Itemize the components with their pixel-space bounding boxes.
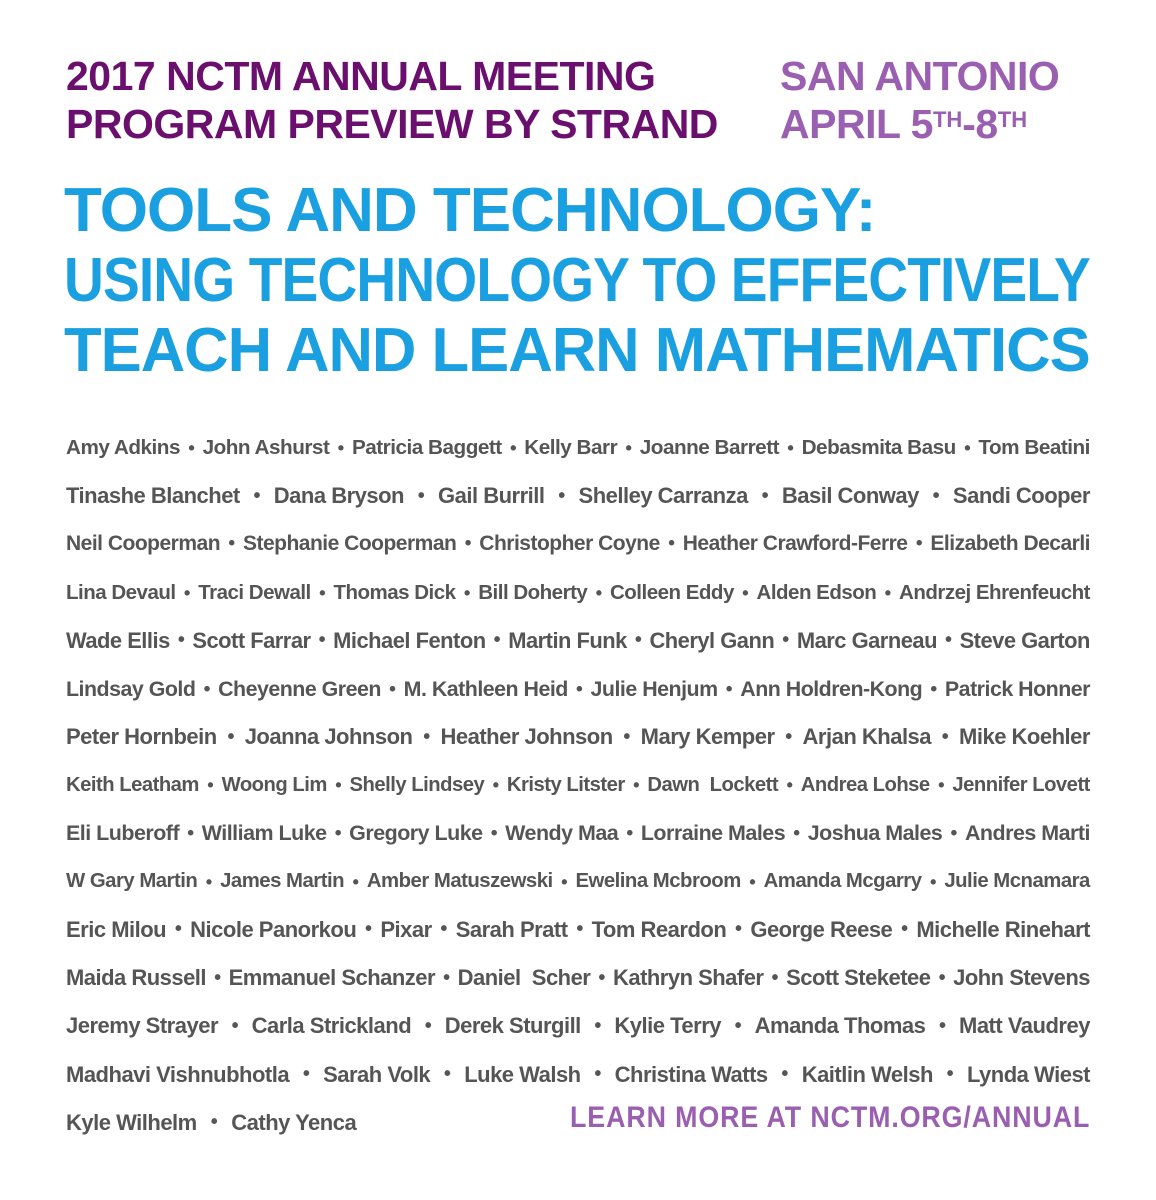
presenter-name: Joshua Males bbox=[807, 821, 943, 846]
bullet-separator: • bbox=[227, 725, 234, 748]
bullet-separator: • bbox=[352, 870, 359, 892]
presenter-name: Kristy Litster bbox=[506, 773, 625, 796]
presenter-name: Patrick Honner bbox=[944, 676, 1090, 701]
presenter-name: Kylie Terry bbox=[614, 1013, 722, 1039]
presenter-name: Julie Henjum bbox=[590, 676, 718, 701]
presenter-name: Debasmita Basu bbox=[801, 436, 956, 460]
names-row bbox=[66, 520, 1090, 568]
bullet-separator: • bbox=[761, 484, 769, 507]
bullet-separator: • bbox=[787, 437, 794, 459]
presenter-name: Jennifer Lovett bbox=[952, 773, 1090, 796]
bullet-separator: • bbox=[318, 629, 326, 652]
bullet-separator: • bbox=[598, 966, 605, 989]
bullet-separator: • bbox=[183, 581, 190, 603]
presenter-name: Gail Burrill bbox=[438, 483, 545, 509]
names-row bbox=[66, 569, 1090, 617]
presenter-name: Sandi Cooper bbox=[952, 483, 1090, 509]
presenter-names-list bbox=[66, 424, 1090, 1147]
bullet-separator: • bbox=[228, 533, 235, 555]
bullet-separator: • bbox=[901, 918, 908, 941]
names-row bbox=[66, 617, 1090, 665]
bullet-separator: • bbox=[319, 581, 326, 603]
presenter-name: Ann Holdren-Kong bbox=[740, 676, 923, 701]
presenter-name: Lynda Wiest bbox=[966, 1061, 1090, 1087]
presenter-name: Amanda Mcgarry bbox=[763, 870, 922, 893]
presenter-name: Tom Beatini bbox=[978, 436, 1090, 460]
bullet-separator: • bbox=[207, 774, 214, 796]
presenter-name: Lina Devaul bbox=[66, 580, 176, 604]
presenter-name: Daniel Scher bbox=[457, 965, 591, 991]
presenter-name: Matt Vaudrey bbox=[959, 1013, 1090, 1039]
date-end: -8 bbox=[962, 101, 998, 147]
presenter-name: William Luke bbox=[201, 821, 327, 846]
presenter-name: Heather Johnson bbox=[440, 724, 613, 750]
bullet-separator: • bbox=[915, 533, 923, 555]
bullet-separator: • bbox=[205, 870, 212, 892]
names-row bbox=[66, 1050, 1090, 1098]
presenter-name: Sarah Pratt bbox=[455, 916, 568, 942]
learn-more-link-text: LEARN MORE AT NCTM.ORG/ANNUAL bbox=[569, 1101, 1090, 1134]
bullet-separator: • bbox=[509, 437, 517, 459]
presenter-name: Kyle Wilhelm bbox=[66, 1109, 197, 1135]
bullet-separator: • bbox=[493, 629, 501, 652]
names-row bbox=[66, 810, 1090, 858]
presenter-name: Basil Conway bbox=[781, 483, 919, 509]
presenter-name: Ewelina Mcbroom bbox=[575, 870, 741, 893]
bullet-separator: • bbox=[782, 629, 789, 652]
presenter-name: Colleen Eddy bbox=[609, 580, 734, 604]
presenter-name: Luke Walsh bbox=[464, 1061, 581, 1087]
bullet-separator: • bbox=[423, 725, 430, 748]
strand-title-line-2: USING TECHNOLOGY TO EFFECTIVELY bbox=[64, 246, 1090, 315]
bullet-separator: • bbox=[443, 966, 450, 989]
presenter-name: John Stevens bbox=[953, 965, 1090, 991]
presenter-name: Patricia Baggett bbox=[351, 436, 502, 460]
presenter-name: Amanda Thomas bbox=[754, 1013, 926, 1039]
presenter-name: Emmanuel Schanzer bbox=[228, 965, 436, 991]
presenter-name: Elizabeth Decarli bbox=[930, 532, 1090, 556]
presenter-name: Kaitlin Welsh bbox=[801, 1061, 933, 1087]
presenter-name: Lorraine Males bbox=[640, 821, 786, 846]
presenter-name: Keith Leatham bbox=[66, 773, 199, 796]
presenter-name: Pixar bbox=[380, 916, 432, 942]
bullet-separator: • bbox=[884, 581, 891, 603]
bullet-separator: • bbox=[930, 677, 937, 700]
meeting-title-line-1: 2017 NCTM ANNUAL MEETING bbox=[66, 53, 656, 99]
bullet-separator: • bbox=[938, 1014, 946, 1037]
bullet-separator: • bbox=[594, 1063, 601, 1086]
bullet-separator: • bbox=[337, 437, 344, 459]
bullet-separator: • bbox=[594, 1014, 601, 1037]
presenter-name: Shelly Lindsey bbox=[349, 773, 485, 796]
presenter-name: Eli Luberoff bbox=[66, 821, 180, 846]
bullet-separator: • bbox=[785, 725, 792, 748]
strand-title bbox=[64, 176, 1094, 386]
presenter-name: Michael Fenton bbox=[333, 627, 486, 653]
presenter-name: Andres Marti bbox=[964, 821, 1090, 846]
names-row bbox=[66, 761, 1090, 809]
presenter-name: Tom Reardon bbox=[591, 916, 727, 942]
bullet-separator: • bbox=[334, 822, 342, 845]
names-row bbox=[66, 424, 1090, 472]
presenter-name: Thomas Dick bbox=[333, 580, 456, 604]
bullet-separator: • bbox=[781, 1063, 788, 1086]
presenter-name: Dawn Lockett bbox=[647, 773, 779, 796]
presenter-name: Joanna Johnson bbox=[244, 724, 413, 750]
presenter-name: Amber Matuszewski bbox=[366, 870, 553, 893]
presenter-name: W Gary Martin bbox=[66, 870, 198, 893]
presenter-name: Maida Russell bbox=[66, 965, 207, 991]
bullet-separator: • bbox=[742, 581, 749, 603]
date-start-suffix: TH bbox=[932, 107, 963, 132]
bullet-separator: • bbox=[187, 822, 194, 845]
bullet-separator: • bbox=[492, 774, 499, 796]
bullet-separator: • bbox=[302, 1063, 310, 1086]
presenter-name: Wendy Maa bbox=[505, 821, 619, 846]
bullet-separator: • bbox=[253, 484, 261, 507]
bullet-separator: • bbox=[424, 1014, 432, 1037]
bullet-separator: • bbox=[793, 822, 800, 845]
presenter-name: Scott Farrar bbox=[192, 627, 311, 653]
presenter-name: Lindsay Gold bbox=[66, 676, 196, 701]
bullet-separator: • bbox=[389, 677, 396, 700]
presenter-name: Andrea Lohse bbox=[800, 773, 930, 796]
bullet-separator: • bbox=[561, 870, 568, 892]
bullet-separator: • bbox=[576, 677, 583, 700]
presenter-name: Dana Bryson bbox=[273, 483, 404, 509]
bullet-separator: • bbox=[365, 918, 372, 941]
bullet-separator: • bbox=[735, 918, 742, 941]
bullet-separator: • bbox=[464, 533, 471, 555]
presenter-name: Derek Sturgill bbox=[444, 1013, 581, 1039]
names-row bbox=[66, 858, 1090, 906]
presenter-name: Mary Kemper bbox=[640, 724, 775, 750]
bullet-separator: • bbox=[595, 581, 602, 603]
presenter-name: Arjan Khalsa bbox=[802, 724, 932, 750]
names-row bbox=[66, 906, 1090, 954]
meeting-title-line-2: PROGRAM PREVIEW BY STRAND bbox=[66, 101, 718, 147]
bullet-separator: • bbox=[633, 774, 640, 796]
names-row bbox=[66, 665, 1090, 713]
location-and-dates bbox=[780, 52, 1090, 148]
city-name: SAN ANTONIO bbox=[780, 53, 1060, 99]
presenter-name: Madhavi Vishnubhotla bbox=[66, 1061, 290, 1087]
presenter-name: Shelley Carranza bbox=[578, 483, 748, 509]
names-row bbox=[66, 1002, 1090, 1050]
presenter-name: Amy Adkins bbox=[66, 436, 180, 460]
names-row bbox=[66, 472, 1090, 520]
bullet-separator: • bbox=[443, 1063, 451, 1086]
bullet-separator: • bbox=[335, 774, 342, 796]
presenter-name: Cathy Yenca bbox=[231, 1109, 357, 1135]
presenter-name: Michelle Rinehart bbox=[916, 916, 1090, 942]
presenter-name: M. Kathleen Heid bbox=[403, 676, 568, 701]
bullet-separator: • bbox=[210, 1111, 218, 1134]
bullet-separator: • bbox=[668, 533, 675, 555]
presenter-name: Julie Mcnamara bbox=[944, 870, 1090, 893]
bullet-separator: • bbox=[946, 1063, 954, 1086]
names-row bbox=[66, 713, 1090, 761]
presenter-name: Mike Koehler bbox=[959, 724, 1090, 750]
presenter-name: Woong Lim bbox=[221, 773, 327, 796]
presenter-name: Carla Strickland bbox=[251, 1013, 412, 1039]
bullet-separator: • bbox=[938, 774, 945, 796]
presenter-name: Tinashe Blanchet bbox=[66, 483, 240, 509]
strand-title-line-1: TOOLS AND TECHNOLOGY: bbox=[64, 176, 876, 245]
presenter-name: Christopher Coyne bbox=[479, 532, 660, 556]
bullet-separator: • bbox=[771, 966, 779, 989]
presenter-name: Jeremy Strayer bbox=[66, 1013, 219, 1039]
meeting-title bbox=[66, 52, 776, 148]
bullet-separator: • bbox=[188, 437, 195, 459]
presenter-name: Sarah Volk bbox=[323, 1061, 431, 1087]
presenter-name: Marc Garneau bbox=[796, 627, 937, 653]
bullet-separator: • bbox=[558, 484, 565, 507]
bullet-separator: • bbox=[231, 1014, 239, 1037]
presenter-name: James Martin bbox=[220, 870, 345, 893]
bullet-separator: • bbox=[440, 918, 447, 941]
presenter-name: Alden Edson bbox=[756, 580, 877, 604]
presenter-name: George Reese bbox=[750, 916, 893, 942]
bullet-separator: • bbox=[174, 918, 182, 941]
presenter-name: Traci Dewall bbox=[198, 580, 311, 604]
bullet-separator: • bbox=[964, 437, 971, 459]
presenter-name: Gregory Luke bbox=[349, 821, 483, 846]
bullet-separator: • bbox=[623, 725, 630, 748]
presenter-name: John Ashurst bbox=[202, 436, 330, 460]
presenter-name: Cheryl Gann bbox=[649, 627, 775, 653]
presenter-name: Peter Hornbein bbox=[66, 724, 217, 750]
presenter-name: Cheyenne Green bbox=[218, 676, 381, 701]
presenter-name: Andrzej Ehrenfeucht bbox=[899, 580, 1090, 604]
names-row bbox=[66, 954, 1090, 1002]
bullet-separator: • bbox=[950, 822, 957, 845]
presenter-name: Bill Doherty bbox=[478, 580, 588, 604]
presenter-name: Scott Steketee bbox=[786, 965, 931, 991]
presenter-name: Joanne Barrett bbox=[639, 436, 779, 460]
bullet-separator: • bbox=[203, 677, 210, 700]
bullet-separator: • bbox=[941, 725, 949, 748]
bullet-separator: • bbox=[417, 484, 425, 507]
presenter-name: Wade Ellis bbox=[66, 627, 170, 653]
bullet-separator: • bbox=[938, 966, 946, 989]
presenter-name: Heather Crawford-Ferre bbox=[682, 532, 908, 556]
bullet-separator: • bbox=[214, 966, 221, 989]
presenter-name: Martin Funk bbox=[508, 627, 627, 653]
presenter-name: Nicole Panorkou bbox=[190, 916, 357, 942]
bullet-separator: • bbox=[463, 581, 470, 603]
presenter-name: Christina Watts bbox=[614, 1061, 768, 1087]
presenter-name: Kelly Barr bbox=[524, 436, 618, 460]
presenter-name: Eric Milou bbox=[66, 916, 167, 942]
bullet-separator: • bbox=[945, 629, 952, 652]
bullet-separator: • bbox=[725, 677, 733, 700]
meeting-dates bbox=[780, 100, 1090, 148]
strand-title-line-3: TEACH AND LEARN MATHEMATICS bbox=[64, 316, 1090, 385]
date-end-suffix: TH bbox=[997, 107, 1028, 132]
presenter-name: Neil Cooperman bbox=[66, 532, 221, 556]
bullet-separator: • bbox=[490, 822, 498, 845]
presenter-name: Stephanie Cooperman bbox=[242, 532, 457, 556]
bullet-separator: • bbox=[786, 774, 793, 796]
presenter-name: Kathryn Shafer bbox=[612, 965, 764, 991]
bullet-separator: • bbox=[177, 629, 185, 652]
bullet-separator: • bbox=[576, 918, 583, 941]
bullet-separator: • bbox=[929, 870, 936, 892]
date-start: APRIL 5 bbox=[780, 101, 933, 147]
bullet-separator: • bbox=[734, 1014, 742, 1037]
bullet-separator: • bbox=[625, 437, 632, 459]
bullet-separator: • bbox=[626, 822, 633, 845]
presenter-name: Steve Garton bbox=[959, 627, 1090, 653]
bullet-separator: • bbox=[634, 629, 642, 652]
bullet-separator: • bbox=[749, 870, 756, 892]
bullet-separator: • bbox=[932, 484, 940, 507]
